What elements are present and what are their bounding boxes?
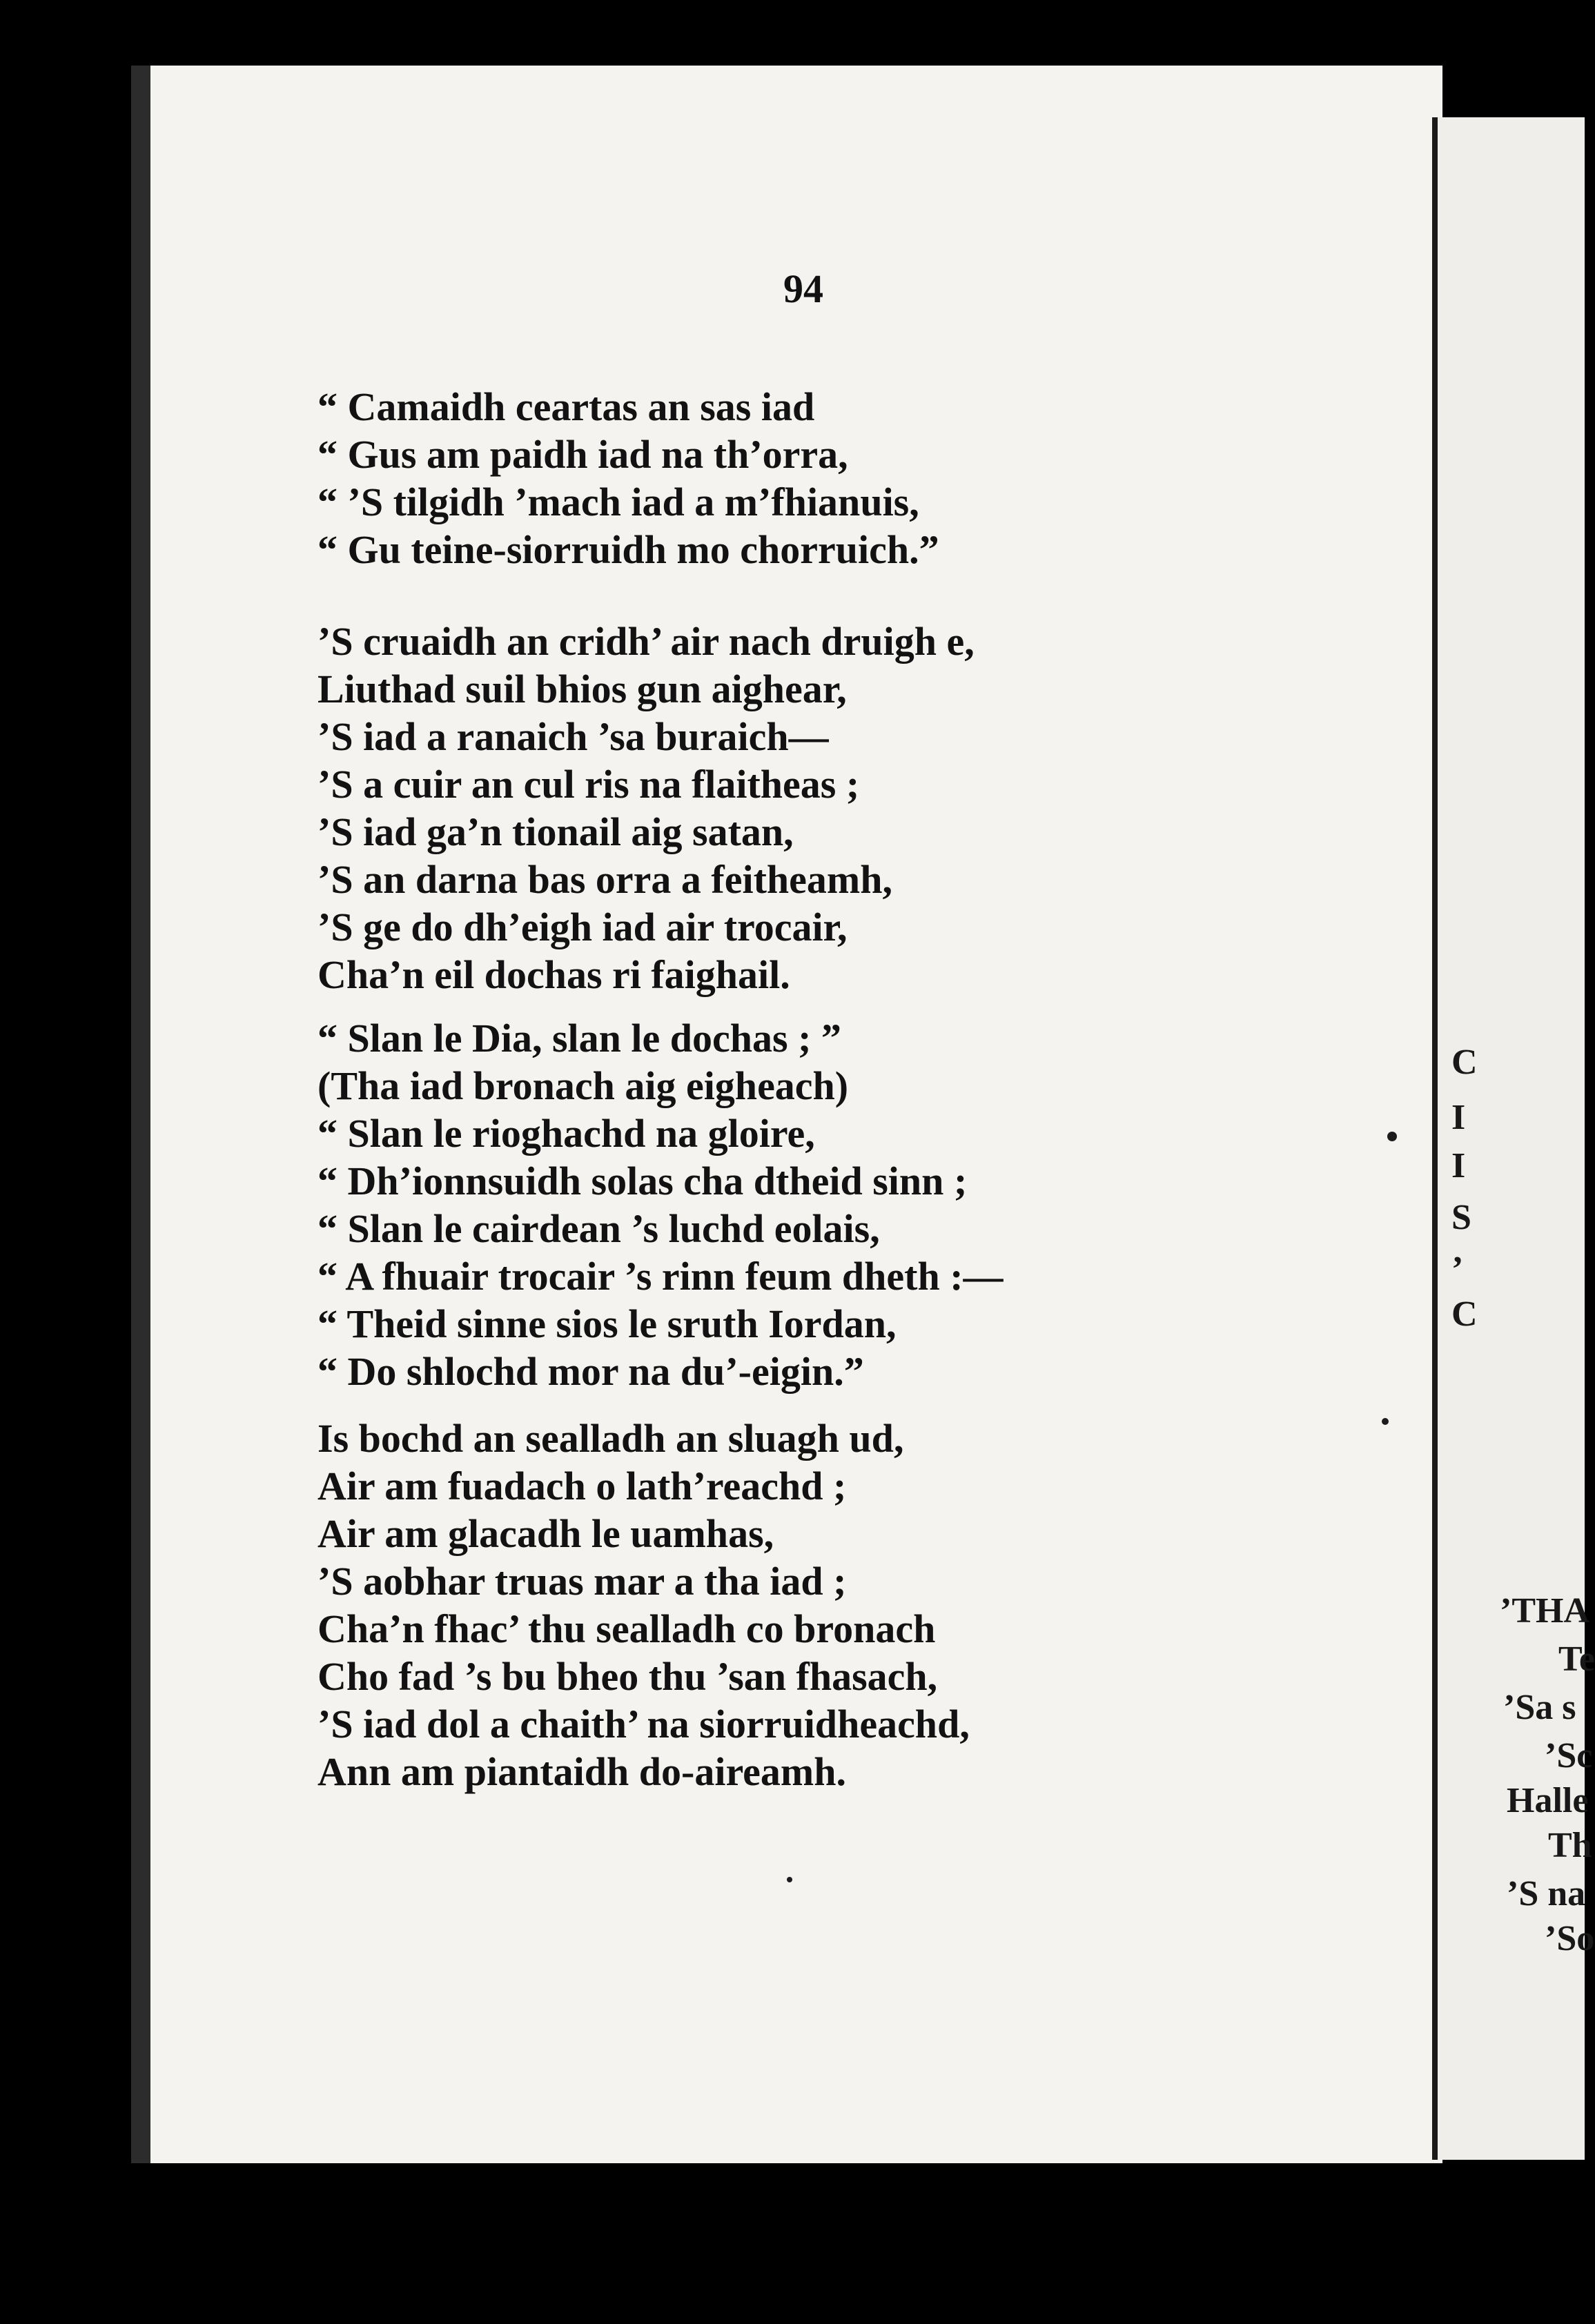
right-fragment: ’THA [1500,1591,1589,1631]
verse-line: “ Slan le rioghachd na gloire, [317,1111,815,1156]
page-number: 94 [783,266,823,311]
right-fragment: Th [1548,1826,1592,1865]
verse-line: Cha’n eil dochas ri faighail. [317,952,790,997]
stanza-4 [317,1415,1405,1795]
verse-line: ’S an darna bas orra a feitheamh, [317,857,892,902]
right-page-fragment [1432,117,1595,2160]
verse-line: “ Dh’ionnsuidh solas cha dtheid sinn ; [317,1159,968,1203]
right-fragment: Te [1558,1639,1595,1679]
verse-line: “ Slan le cairdean ’s luchd eolais, [317,1206,880,1251]
stanza-1 [317,383,1405,573]
verse-line: “ Gu teine-siorruidh mo chorruich.” [317,527,939,572]
right-fragment: ’Sa s [1503,1688,1576,1727]
right-fragment: ’S na [1507,1874,1586,1913]
verse-line: ’S iad ga’n tionail aig satan, [317,809,794,854]
right-fragment: I [1451,1146,1466,1185]
stanza-3 [317,1014,1405,1395]
verse-line: “ Theid sinne sios le sruth Iordan, [317,1301,897,1346]
verse-line: “ ’S tilgidh ’mach iad a m’fhianuis, [317,480,919,524]
verse-line: (Tha iad bronach aig eigheach) [317,1063,849,1108]
verse-line: Cha’n fhac’ thu sealladh co bronach [317,1606,936,1651]
verse-line: ’S aobhar truas mar a tha iad ; [317,1559,847,1604]
verse-line: Ann am piantaidh do-aireamh. [317,1749,846,1794]
verse-line: “ Do shlochd mor na du’-eigin.” [317,1349,864,1394]
verse-line: Liuthad suil bhios gun aighear, [317,667,847,711]
verse-line: ’S iad a ranaich ’sa buraich— [317,714,829,759]
verse-line: “ Camaidh ceartas an sas iad [317,384,815,429]
verse-line: ’S a cuir an cul ris na flaitheas ; [317,762,860,807]
verse-line: Air am fuadach o lath’reachd ; [317,1464,847,1508]
verse-line: ’S cruaidh an cridh’ air nach druigh e, [317,619,975,664]
right-fragment: ’ [1451,1250,1464,1289]
verse-line: “ Slan le Dia, slan le dochas ; ” [317,1016,841,1061]
right-fragment: C [1451,1043,1478,1082]
verse-line: ’S ge do dh’eigh iad air trocair, [317,905,848,949]
right-fragment: ’Sc [1545,1736,1593,1775]
verse-line: “ A fhuair trocair ’s rinn feum dheth :— [317,1254,1004,1299]
right-fragment: ’So [1545,1919,1595,1958]
stanza-2 [317,618,1405,998]
right-fragment: C [1451,1294,1478,1334]
ink-speck [1382,1418,1389,1425]
ink-speck [1387,1132,1397,1141]
ink-speck [787,1877,792,1882]
right-fragment: S [1451,1198,1471,1237]
verse-line: Air am glacadh le uamhas, [317,1511,774,1556]
right-fragment: Halle [1507,1781,1589,1820]
verse-line: Cho fad ’s bu bheo thu ’san fhasach, [317,1654,938,1699]
verse-line: Is bochd an sealladh an sluagh ud, [317,1416,904,1461]
verse-line: “ Gus am paidh iad na th’orra, [317,432,848,477]
right-fragment: I [1451,1098,1466,1137]
verse-line: ’S iad dol a chaith’ na siorruidheachd, [317,1702,970,1746]
